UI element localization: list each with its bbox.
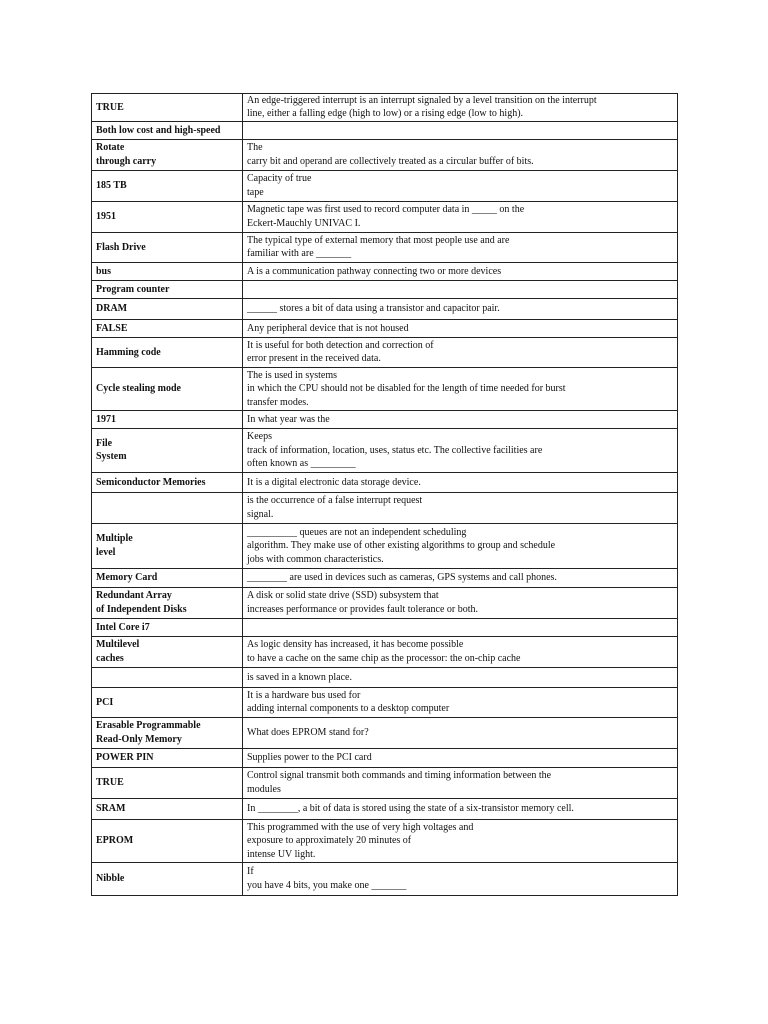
table-row (92, 667, 678, 687)
definition-cell: ________ are used in devices such as cameras, GPS systems and call phones. (243, 568, 678, 587)
term-cell: Intel Core i7 (92, 618, 243, 636)
term-cell: bus (92, 262, 243, 280)
definition-cell (243, 618, 678, 636)
definition-cell: As logic density has increased, it has become possible to have a cache on the same chip as the processor: the on-chip cache (243, 636, 678, 667)
term-cell (92, 492, 243, 523)
definition-cell: The is used in systems in which the CPU should not be disabled for the length of time needed for burst transfer modes. (243, 367, 678, 410)
definition-cell: This programmed with the use of very high voltages and exposure to approximately 20 minutes of intense UV light. (243, 819, 678, 862)
table-row (92, 337, 678, 367)
table-row (92, 121, 678, 139)
table-row (92, 367, 678, 410)
term-cell: Rotate through carry (92, 139, 243, 170)
table-row (92, 618, 678, 636)
term-cell: EPROM (92, 819, 243, 862)
definition-cell: Capacity of true tape (243, 170, 678, 201)
term-cell: SRAM (92, 798, 243, 819)
table-row (92, 139, 678, 170)
term-cell (92, 667, 243, 687)
definition-cell: __________ queues are not an independent scheduling algorithm. They make use of other existing algorithms to group and schedule jobs with common characteristics. (243, 523, 678, 568)
table-row (92, 636, 678, 667)
table-row (92, 232, 678, 262)
table-row (92, 587, 678, 618)
term-cell: Both low cost and high-speed (92, 121, 243, 139)
definition-cell: What does EPROM stand for? (243, 717, 678, 748)
definition-cell: An edge-triggered interrupt is an interrupt signaled by a level transition on the interrupt line, either a falling edge (high to low) or a rising edge (low to high). (243, 94, 678, 122)
term-cell: Multilevel caches (92, 636, 243, 667)
term-cell: DRAM (92, 298, 243, 319)
table-row (92, 410, 678, 428)
term-cell: Redundant Array of Independent Disks (92, 587, 243, 618)
term-cell: Flash Drive (92, 232, 243, 262)
definition-cell: In ________, a bit of data is stored using the state of a six-transistor memory cell. (243, 798, 678, 819)
definition-cell: Any peripheral device that is not housed (243, 319, 678, 337)
table-row (92, 428, 678, 472)
definition-cell: is saved in a known place. (243, 667, 678, 687)
term-cell: Erasable Programmable Read-Only Memory (92, 717, 243, 748)
term-cell: FALSE (92, 319, 243, 337)
definition-cell: Keeps track of information, location, uses, status etc. The collective facilities are often known as _________ (243, 428, 678, 472)
definition-cell: The typical type of external memory that most people use and are familiar with are _______ (243, 232, 678, 262)
table-row (92, 170, 678, 201)
definition-cell: The carry bit and operand are collectively treated as a circular buffer of bits. (243, 139, 678, 170)
table-row (92, 280, 678, 298)
term-cell: 185 TB (92, 170, 243, 201)
term-definition-table (91, 93, 678, 896)
table-row (92, 298, 678, 319)
definition-cell (243, 280, 678, 298)
definition-cell: A disk or solid state drive (SSD) subsystem that increases performance or provides fault tolerance or both. (243, 587, 678, 618)
definition-cell: Supplies power to the PCI card (243, 748, 678, 767)
definition-cell: It is a digital electronic data storage device. (243, 472, 678, 492)
table-row (92, 767, 678, 798)
table-row (92, 798, 678, 819)
table-row (92, 568, 678, 587)
definition-cell: Magnetic tape was first used to record computer data in _____ on the Eckert-Mauchly UNIVAC I. (243, 201, 678, 232)
definition-cell: A is a communication pathway connecting two or more devices (243, 262, 678, 280)
definition-cell: is the occurrence of a false interrupt request signal. (243, 492, 678, 523)
term-cell: Program counter (92, 280, 243, 298)
term-cell: Semiconductor Memories (92, 472, 243, 492)
definition-cell: It is useful for both detection and correction of error present in the received data. (243, 337, 678, 367)
term-cell: TRUE (92, 767, 243, 798)
term-cell: 1971 (92, 410, 243, 428)
definition-cell: In what year was the (243, 410, 678, 428)
term-cell: PCI (92, 687, 243, 717)
table-row (92, 94, 678, 122)
flashcard-sheet (91, 93, 677, 896)
term-cell: Memory Card (92, 568, 243, 587)
table-row (92, 201, 678, 232)
term-cell: Cycle stealing mode (92, 367, 243, 410)
term-cell: Multiple level (92, 523, 243, 568)
table-row (92, 319, 678, 337)
definition-cell: Control signal transmit both commands and timing information between the modules (243, 767, 678, 798)
table-row (92, 523, 678, 568)
definition-cell (243, 121, 678, 139)
table-body (92, 94, 678, 896)
table-row (92, 748, 678, 767)
table-row (92, 262, 678, 280)
table-row (92, 687, 678, 717)
table-row (92, 472, 678, 492)
term-cell: Nibble (92, 862, 243, 895)
definition-cell: ______ stores a bit of data using a transistor and capacitor pair. (243, 298, 678, 319)
term-cell: TRUE (92, 94, 243, 122)
term-cell: File System (92, 428, 243, 472)
table-row (92, 492, 678, 523)
table-row (92, 862, 678, 895)
table-row (92, 717, 678, 748)
term-cell: 1951 (92, 201, 243, 232)
definition-cell: It is a hardware bus used for adding internal components to a desktop computer (243, 687, 678, 717)
table-row (92, 819, 678, 862)
definition-cell: If you have 4 bits, you make one _______ (243, 862, 678, 895)
term-cell: Hamming code (92, 337, 243, 367)
term-cell: POWER PIN (92, 748, 243, 767)
